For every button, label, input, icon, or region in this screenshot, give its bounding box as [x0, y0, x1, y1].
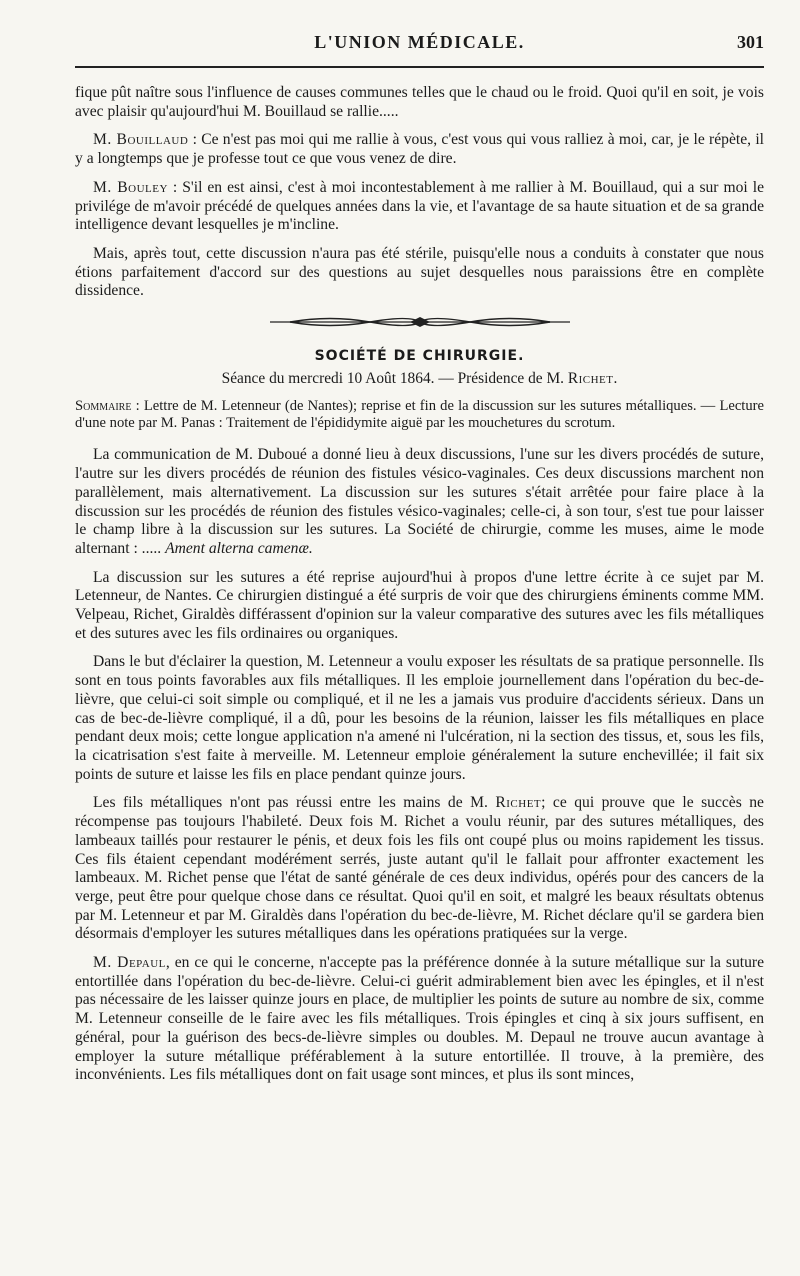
sommaire [75, 398, 764, 432]
paragraph-conclusion: Mais, après tout, cette discussion n'aura pas été stérile, puisqu'elle nous a conduits à constater que nous étions parfaitement d'accord sur des questions au sujet desquelles nous paraissions être en complète dissidence. [75, 244, 764, 300]
section-title: SOCIÉTÉ DE CHIRURGIE. [314, 348, 525, 365]
paragraph-bouley [75, 179, 764, 235]
running-head [75, 30, 764, 60]
paragraph-richet [75, 794, 764, 944]
speaker-name: Richet [495, 794, 542, 812]
page-body [75, 84, 764, 1095]
latin-quote: Ament alterna camenæ. [165, 539, 313, 557]
paragraph-text: ; ce qui prouve que le succès ne récompense pas toujours l'habileté. Deux fois M. Richet a voulu réunir, par des sutures métalliques, des lambeaux taillés pour restaurer le pénis, et deux fois les fils ont coupé plus ou moins rapidement les tissus. Ces fils étaient cependant modérément serrés, juste autant qu'il le fallait pour affronter exactement les lambeaux. M. Richet pense que l'état de santé générale de ces deux individus, opérés pour des cancers de la verge, peut être pour quelque chose dans ce résultat. Quoi qu'il en soit, et malgré les beaux résultats obtenus par M. Letenneur et par M. Giraldès dans l'opération du bec-de-lièvre, M. Richet déclare qu'il se gardera bien désormais d'employer les sutures métalliques dans les opérations pratiquées sur la verge. [75, 794, 764, 943]
paragraph-text: Les fils métalliques n'ont pas réussi entre les mains de M. [93, 794, 496, 812]
speaker-name: M. Bouley [93, 178, 168, 196]
page-number: 301 [737, 32, 764, 52]
paragraph-text: La communication de M. Duboué a donné lieu à deux discussions, l'une sur les divers procédés de suture, l'autre sur les divers procédés de réunion des fistules vésico-vaginales. Ces deux discussions marchent non parallèlement, mais alternativement. La discussion sur les sutures s'était arrêtée pour faire place à la discussion sur les procédés de réunion des fistules vésico-vaginales; celle-ci, à son tour, s'est tue pour laisser le champ libre à la discussion sur les sutures. La Société de chirurgie, comme les muses, aime le mode alternant : ..... [75, 446, 764, 557]
sommaire-text: : Lettre de M. Letenneur (de Nantes); reprise et fin de la discussion sur les sutures métalliques. — Lecture d'une note par M. Panas : Traitement de l'épididymite aiguë par les mouchetures du scrotum. [75, 398, 764, 432]
paragraph-intro-continuation: fique pût naître sous l'influence de causes communes telles que le chaud ou le froid. Quoi qu'il en soit, je vois avec plaisir qu'aujourd'hui M. Bouillaud se rallie..... [75, 84, 764, 120]
paragraph-bouillaud [75, 131, 764, 168]
ornamental-divider [270, 313, 570, 331]
paragraph-letenneur-letter: La discussion sur les sutures a été reprise aujourd'hui à propos d'une lettre écrite à ce sujet par M. Letenneur, de Nantes. Ce chirurgien distingué a été surpris de voir que des chirurgiens éminents comme MM. Velpeau, Richet, Giraldès différassent d'opinion sur la valeur comparative des sutures avec les fils métalliques et des sutures avec les fils ordinaires ou organiques. [75, 568, 764, 642]
speech-text: : S'il en est ainsi, c'est à moi incontestablement à me rallier à M. Bouillaud, qui a sur moi le privilége de m'avoir précédé de quelques années dans la vie, et l'avantage de sa haute situation et de sa grande intelligence devant lesquelles je m'incline. [75, 178, 764, 234]
header-rule [75, 66, 764, 68]
running-title: L'UNION MÉDICALE. [314, 32, 525, 52]
paragraph-text: , en ce qui le concerne, n'accepte pas la préférence donnée à la suture métallique sur la suture entortillée dans l'opération du bec-de-lièvre. Celui-ci guérit admirablement bien avec les épingles, et il n'est pas nécessaire de les laisser quinze jours en place, de multiplier les points de suture au nombre de six, comme M. Letenneur conseille de le faire avec les fils métalliques. Trois épingles et cinq à six jours suffisent, en général, pour la guérison des becs-de-lièvre simples ou doubles. M. Depaul ne trouve aucun avantage à employer la suture métallique préférablement à la suture entortillée. Il trouve, à la première, des inconvénients. Les fils métalliques dont on fait usage sont minces, et plus ils sont minces, [75, 954, 765, 1084]
president-name: Richet [567, 369, 614, 387]
paragraph-depaul [75, 954, 764, 1085]
speech-text: : Ce n'est pas moi qui me rallie à vous, c'est vous qui vous ralliez à moi, car, je le répète, il y a longtemps que je professe tout ce que vous venez de dire. [75, 131, 764, 168]
sommaire-label: Sommaire [75, 398, 132, 415]
speaker-name: M. Depaul [93, 954, 166, 972]
seance-text: Séance du mercredi 10 Août 1864. — Présidence de M. [221, 369, 568, 387]
paragraph-letenneur-practice: Dans le but d'éclairer la question, M. Letenneur a voulu exposer les résultats de sa pratique personnelle. Ils sont en tous points favorables aux fils métalliques. Il les emploie journellement dans l'opération du bec-de-lièvre, que celui-ci soit simple ou compliqué, et il ne les a jamais vus produire d'accidents sérieux. Dans un cas de bec-de-lièvre compliqué, il a dû, pour les besoins de la réunion, laisser les fils métalliques en place pendant deux mois; cette longue application n'a amené ni l'ulcération, ni la section des tissus, et, sous les fils, la cicatrisation s'est faite à merveille. M. Letenneur emploie généralement la suture enchevillée; il fait six points de suture et laisse les fils en place pendant quinze jours. [75, 653, 764, 783]
speaker-name: M. Bouillaud [93, 131, 189, 149]
seance-line: Séance du mercredi 10 Août 1864. — Présidence de M. Richet. [221, 369, 618, 387]
paragraph-discussions [75, 446, 764, 558]
